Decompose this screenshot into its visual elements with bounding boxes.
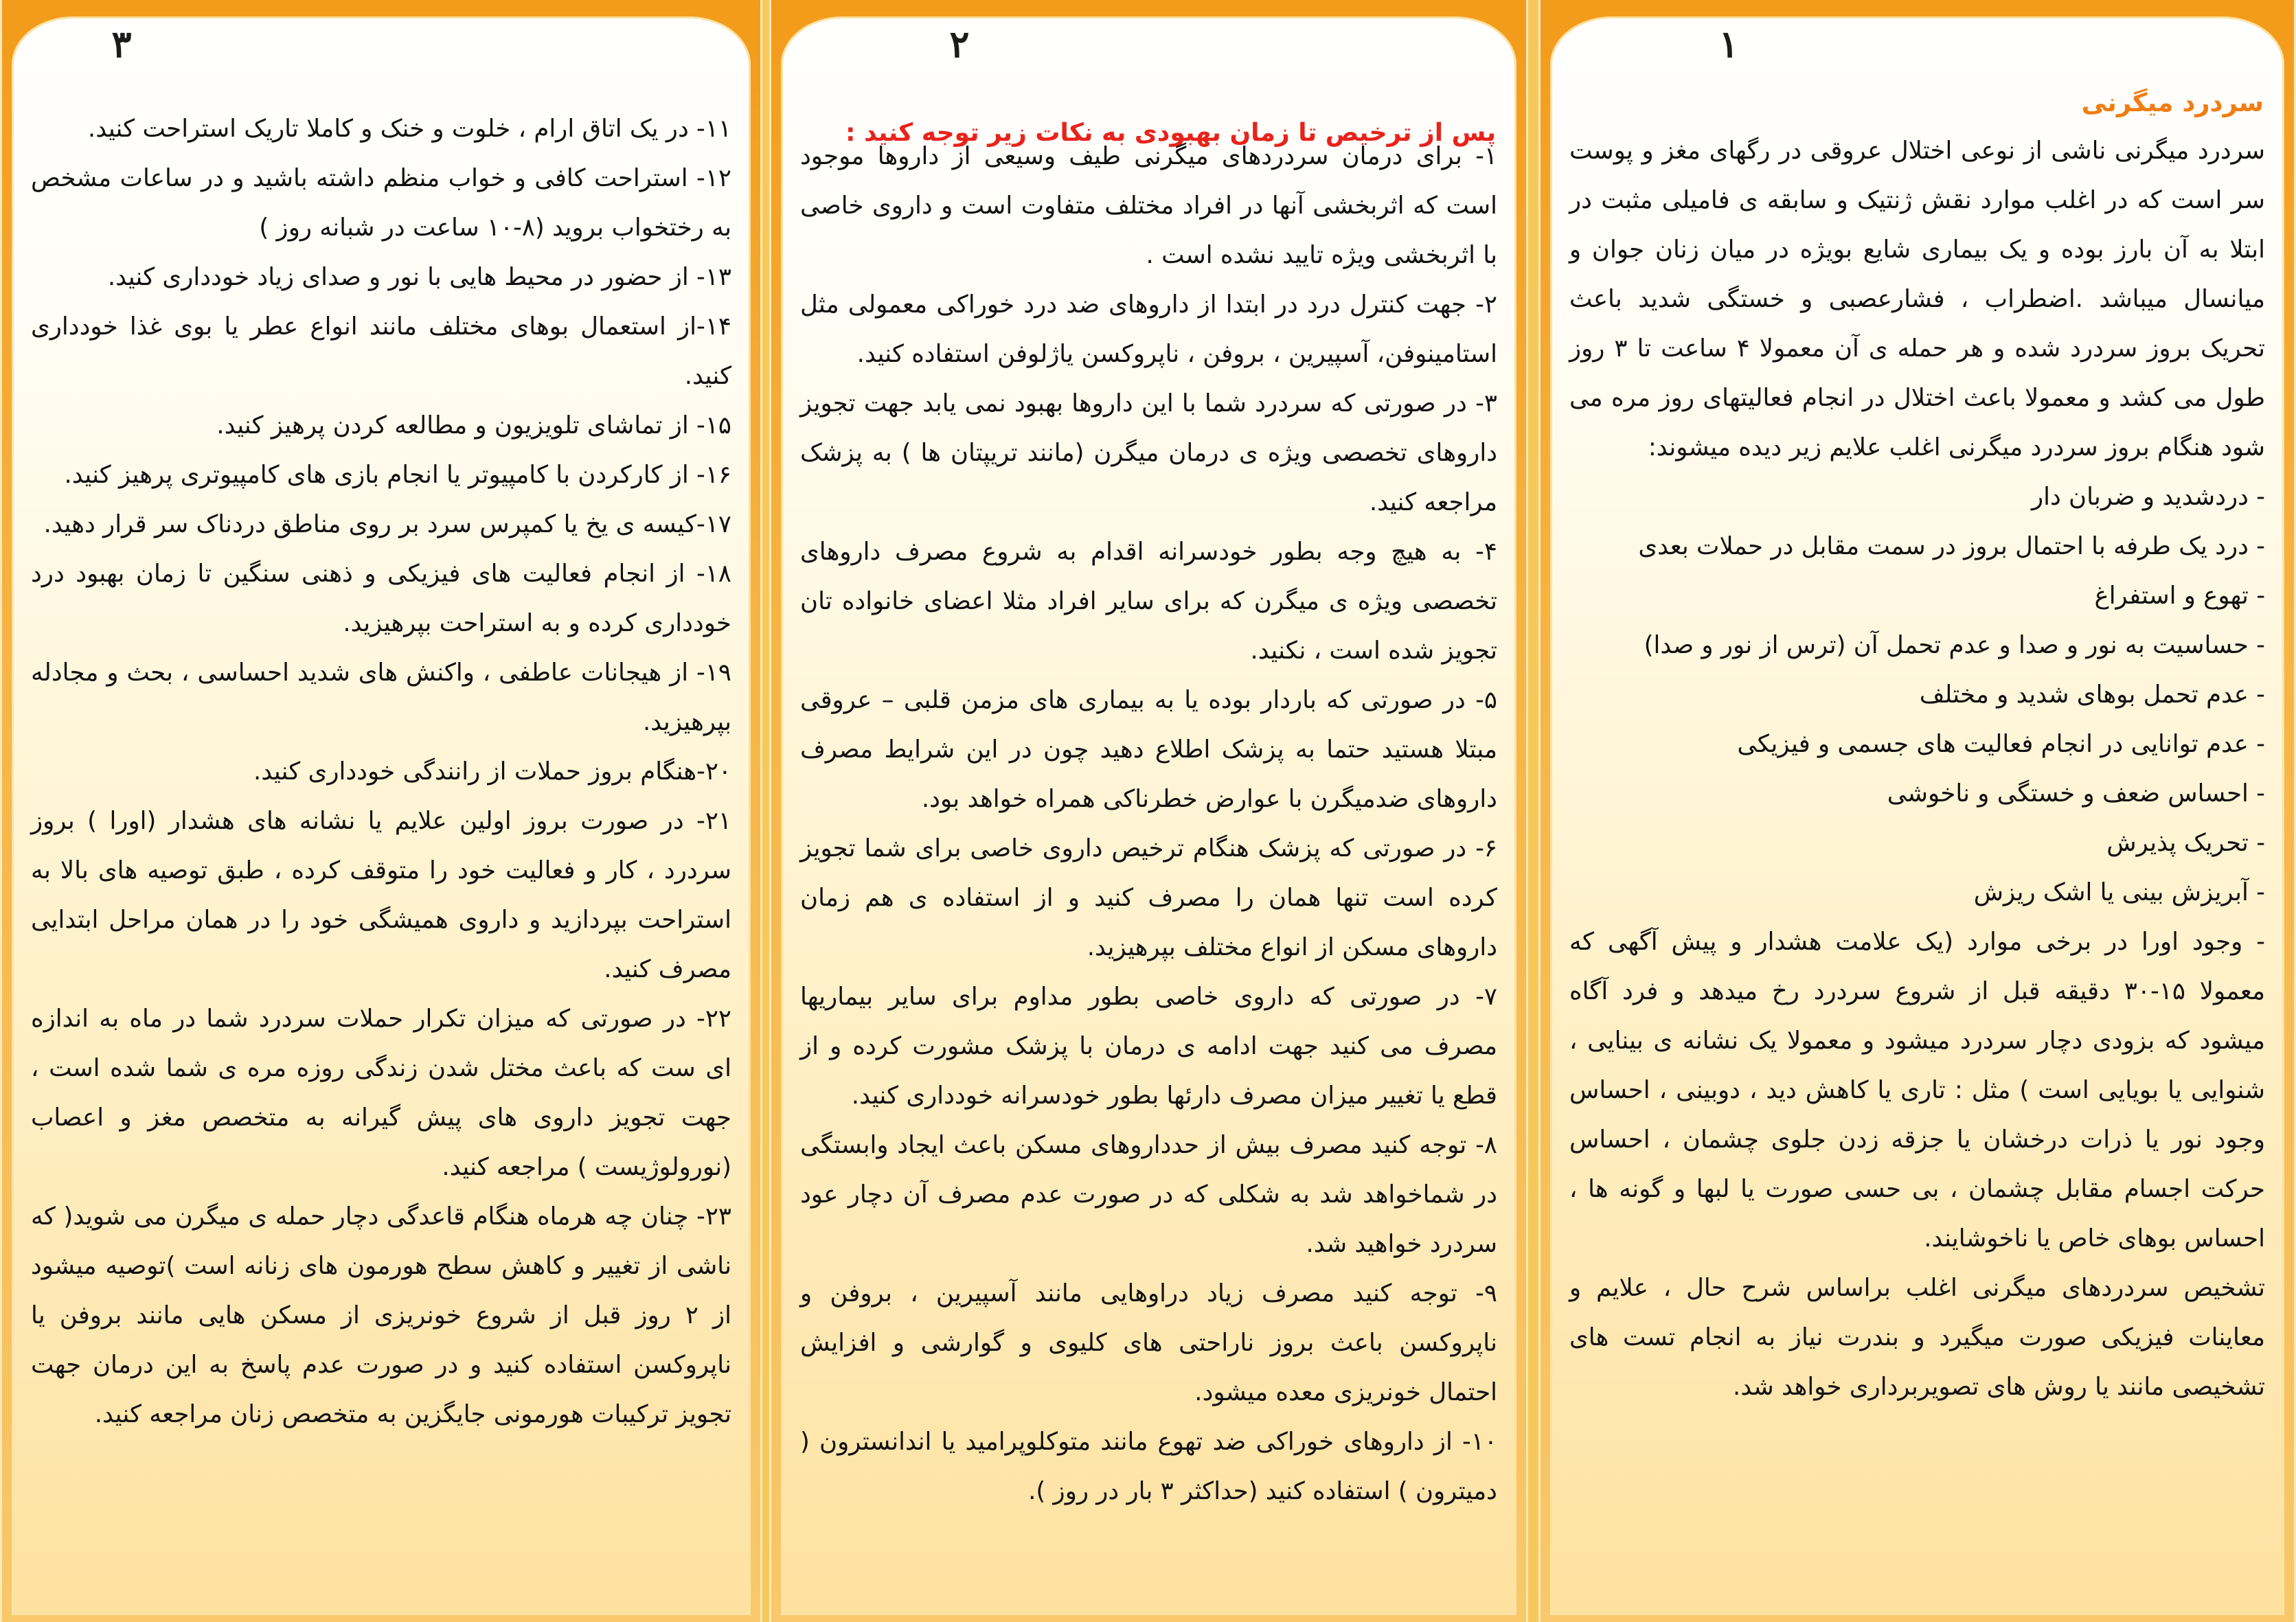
panel-page-1 <box>1538 0 2296 1622</box>
diagnosis-paragraph: تشخیص سردردهای میگرنی اغلب براساس شرح حال ، علایم و معاینات فیزیکی صورت میگیرد و بندرت نیاز به انجام تست های تشخیصی مانند یا روش های تصویربرداری خواهد شد. <box>1569 1274 2265 1401</box>
section-heading: سردرد میگرنی <box>2081 88 2264 117</box>
symptom-item: - تهوع و استفراغ <box>2094 582 2265 610</box>
tip-22: ۲۲- در صورتی که میزان تکرار حملات سردرد شما در ماه به اندازه ای ست که باعث مختل شدن زندگی روزه مره ی شما شده است ، جهت تجویز داروی های پیش گیرانه به متخصص مغز و اعصاب (نورولوژیست ) مراجعه کنید. <box>31 1005 731 1181</box>
panel-text <box>1569 126 2265 1412</box>
page-number: ۲ <box>949 22 970 66</box>
panel-page-3 <box>0 0 762 1622</box>
tip-8: ۸- توجه کنید مصرف بیش از حدداروهای مسکن باعث ایجاد وابستگی در شماخواهد شد به شکلی که در صورت عدم مصرف آن دچار عود سردرد خواهید شد. <box>800 1131 1497 1258</box>
tip-11: ۱۱- در یک اتاق ارام ، خلوت و خنک و کاملا تاریک استراحت کنید. <box>87 115 731 143</box>
tip-1: ۱- برای درمان سردردهای میگرنی طیف وسیعی از داروها موجود است که اثربخشی آنها در افراد مختلف متفاوت است و داروی خاصی با اثربخشی ویژه تایید نشده است . <box>800 142 1497 269</box>
tip-10: ۱۰- از داروهای خوراکی ضد تهوع مانند متوکلوپرامید یا اندانسترون ( دمیترون ) استفاده کنید (حداکثر ۳ بار در روز ). <box>800 1428 1497 1505</box>
panel-text <box>31 104 731 1439</box>
symptom-item: - درد یک طرفه با احتمال بروز در سمت مقابل در حملات بعدی <box>1638 532 2265 560</box>
symptom-item: - عدم توانایی در انجام فعالیت های جسمی و فیزیکی <box>1737 730 2265 758</box>
intro-paragraph: سردرد میگرنی ناشی از نوعی اختلال عروقی در رگهای مغز و پوست سر است که در اغلب موارد نقش ژنتیک و سابقه ی فامیلی مثبت در ابتلا به آن بارز بوده و یک بیماری شایع بویژه در میان زنان جوان و میانسال میباشد .اضطراب ، فشارعصبی و خستگی شدید باعث تحریک بروز سردرد شده و هر حمله ی آن معمولا ۴ ساعت تا ۳ روز طول می کشد و معمولا باعث اختلال در انجام فعالیتهای روز مره می شود هنگام بروز سردرد میگرنی اغلب علایم زیر دیده میشوند: <box>1569 137 2266 461</box>
panel-card <box>12 16 751 1615</box>
panel-card <box>781 16 1516 1615</box>
tip-19: ۱۹- از هیجانات عاطفی ، واکنش های شدید احساسی ، بحث و مجادله بپرهیزید. <box>31 659 731 736</box>
tip-20: ۲۰-هنگام بروز حملات از رانندگی خودداری کنید. <box>253 757 731 786</box>
tip-21: ۲۱- در صورت بروز اولین علایم یا نشانه های هشدار (اورا ) بروز سردرد ، کار و فعالیت خود را متوقف کرده ، طبق توصیه های بالا به استراحت بپردازید و داروی همیشگی خود را در همان مراحل ابتدایی مصرف کنید. <box>31 807 731 983</box>
tip-5: ۵- در صورتی که باردار بوده یا به بیماری های مزمن قلبی – عروقی مبتلا هستید حتما به پزشک اطلاع دهید چون در این شرایط مصرف داروهای ضدمیگرن با عوارض خطرناکی همراه خواهد بود. <box>800 686 1497 813</box>
tip-18: ۱۸- از انجام فعالیت های فیزیکی و ذهنی سنگین تا زمان بهبود درد خودداری کرده و به استراحت بپرهیزید. <box>31 560 731 637</box>
page-number: ۱ <box>1718 22 1739 66</box>
tip-9: ۹- توجه کنید مصرف زیاد دراوهایی مانند آسپیرین ، بروفن و ناپروکسن باعث بروز ناراحتی های کلیوی و گوارشی و افزایش احتمال خونریزی معده میشود. <box>800 1279 1497 1406</box>
symptom-item: - آبریزش بینی یا اشک ریزش <box>1973 878 2265 906</box>
section-heading: پس از ترخیص تا زمان بهبودی به نکات زیر توجه کنید : <box>845 119 1496 147</box>
aura-item: - وجود اورا در برخی موارد (یک علامت هشدار و پیش آگهی که معمولا ۱۵-۳۰ دقیقه قبل از شروع سردرد رخ میدهد و فرد آگاه میشود که بزودی دچار سردرد میشود و معمولا یک نشانه ی بینایی ، شنوایی یا بویایی است ) مثل : تاری یا کاهش دید ، دوبینی ، احساس وجود نور یا ذرات درخشان یا جزقه زدن جلوی چشمان ، احساس حرکت اجسام مقابل چشمان ، بی حسی صورت یا لبها و گونه ها ، احساس بوهای خاص یا ناخوشایند. <box>1569 928 2265 1253</box>
symptom-item: - دردشدید و ضربان دار <box>2031 483 2265 511</box>
symptom-item: - حساسیت به نور و صدا و عدم تحمل آن (ترس از نور و صدا) <box>1644 631 2265 659</box>
tip-6: ۶- در صورتی که پزشک هنگام ترخیص داروی خاصی برای شما تجویز کرده است تنها همان را مصرف کنید و از استفاده ی هم زمان داروهای مسکن از انواع مختلف بپرهیزید. <box>800 834 1497 961</box>
tip-23: ۲۳- چنان چه هرماه هنگام قاعدگی دچار حمله ی میگرن می شوید( که ناشی از تغییر و کاهش سطح هورمون های زنانه است )توصیه میشود از ۲ روز قبل از شروع خونریزی از مسکن هایی مانند بروفن یا ناپروکسن استفاده کنید و در صورت عدم پاسخ به این درمان جهت تجویز ترکیبات هورمونی جایگزین به متخصص زنان مراجعه کنید. <box>31 1202 732 1428</box>
panel-card <box>1550 16 2284 1615</box>
symptom-item: - تحریک پذیرش <box>2106 829 2265 857</box>
page-number: ۳ <box>111 22 132 66</box>
tip-15: ۱۵- از تماشای تلویزیون و مطالعه کردن پرهیز کنید. <box>216 411 731 439</box>
tip-13: ۱۳- از حضور در محیط هایی با نور و صدای زیاد خودداری کنید. <box>107 263 731 291</box>
tip-2: ۲- جهت کنترل درد در ابتدا از داروهای ضد درد خوراکی معمولی مثل استامینوفن، آسپیرین ، بروفن ، ناپروکسن یاژلوفن استفاده کنید. <box>800 290 1497 368</box>
panel-text <box>800 132 1497 1516</box>
tip-4: ۴- به هیچ وجه بطور خودسرانه اقدام به شروع مصرف داروهای تخصصی ویژه ی میگرن که برای سایر افراد مثلا اعضای خانواده تان تجویز شده است ، نکنید. <box>800 538 1497 665</box>
tip-16: ۱۶- از کارکردن با کامپیوتر یا انجام بازی های کامپیوتری پرهیز کنید. <box>64 461 731 489</box>
tip-17: ۱۷-کیسه ی یخ یا کمپرس سرد بر روی مناطق دردناک سر قرار دهید. <box>43 510 731 538</box>
symptom-item: - عدم تحمل بوهای شدید و مختلف <box>1919 681 2265 709</box>
tip-12: ۱۲- استراحت کافی و خواب منظم داشته باشید و در ساعات مشخص به رختخواب بروید (۸-۱۰ ساعت در شبانه روز ) <box>31 164 731 242</box>
tip-14: ۱۴-از استعمال بوهای مختلف مانند انواع عطر یا بوی غذا خودداری کنید. <box>31 312 731 390</box>
tip-3: ۳- در صورتی که سردرد شما با این داروها بهبود نمی یابد جهت تجویز داروهای تخصصی ویژه ی درمان میگرن (مانند تریپتان ها ) به پزشک مراجعه کنید. <box>800 389 1497 516</box>
tip-7: ۷- در صورتی که داروی خاصی بطور مداوم برای سایر بیماریها مصرف می کنید جهت ادامه ی درمان با پزشک مشورت کرده و از قطع یا تغییر میزان مصرف دارئها بطور خودسرانه خودداری کنید. <box>800 983 1497 1110</box>
symptom-item: - احساس ضعف و خستگی و ناخوشی <box>1887 779 2265 808</box>
panel-page-2 <box>769 0 1528 1622</box>
